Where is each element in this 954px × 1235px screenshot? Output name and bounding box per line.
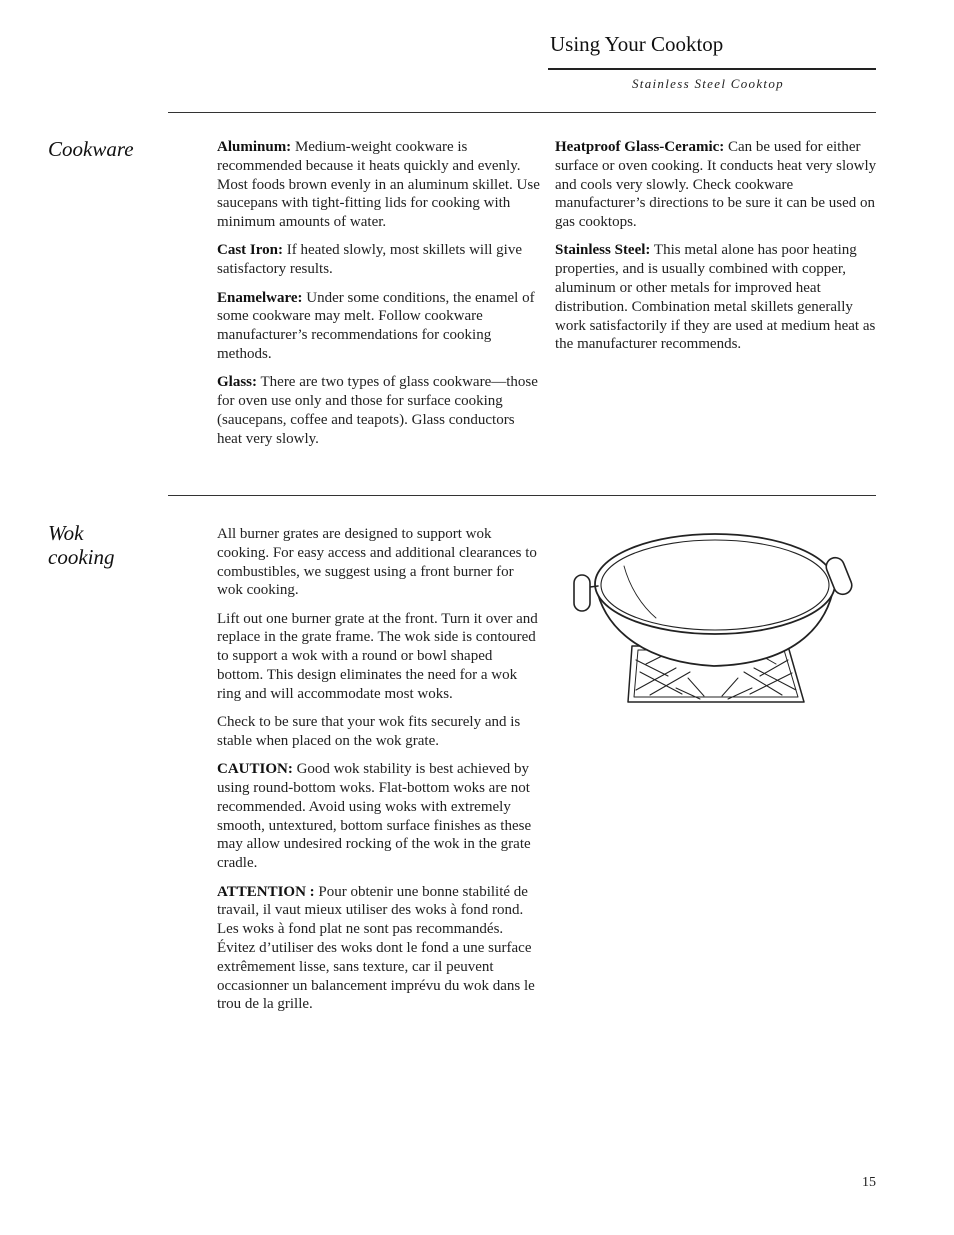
wok-paragraph-2: Lift out one burner grate at the front. Turn it over and replace in the grate frame. The wok side is contoured to support a wok with a round or bowl shaped bottom. This design eliminates the need for a wok ring and will accommodate most woks.: [217, 610, 538, 702]
term-glass: Glass:: [217, 374, 258, 391]
text-aluminum: Medium-weight cookware is recommended because it heats quickly and evenly. Most foods brown evenly in an aluminum skillet. Use saucepans with tight-fitting lids for cooking with minimum amounts of water.: [217, 139, 540, 231]
attention-label: ATTENTION :: [217, 883, 315, 900]
cookware-aluminum-paragraph: [217, 138, 541, 232]
cookware-glass-paragraph: [217, 373, 541, 448]
term-stainless-steel: Stainless Steel:: [555, 242, 651, 259]
section-divider-middle: [168, 495, 876, 496]
wok-column: [217, 525, 541, 1024]
page-header-title: Using Your Cooktop: [550, 32, 724, 56]
term-enamelware: Enamelware:: [217, 289, 303, 306]
cookware-column-right: [555, 138, 879, 364]
wok-title-line-1: Wok: [48, 521, 84, 545]
caution-text: Good wok stability is best achieved by using round-bottom woks. Flat-bottom woks are not recommended. Avoid using woks with extremely smooth, untextured, bottom surface finishes as these may allow undesired rocking of the wok in the grate cradle.: [217, 761, 532, 872]
section-title-wok-cooking: [48, 521, 114, 569]
cookware-glass-ceramic-paragraph: [555, 138, 879, 232]
term-aluminum: Aluminum:: [217, 139, 292, 155]
page-header-subtitle: Stainless Steel Cooktop: [632, 76, 784, 91]
header-divider: [548, 68, 876, 70]
wok-caution-paragraph: [217, 760, 541, 873]
wok-paragraph-3: Check to be sure that your wok fits securely and is stable when placed on the wok grate.: [217, 714, 521, 749]
section-divider-top: [168, 112, 876, 113]
cookware-stainless-steel-paragraph: [555, 241, 879, 354]
wok-title-line-2: cooking: [48, 545, 115, 569]
cookware-column-left: [217, 138, 541, 458]
caution-label: CAUTION:: [217, 761, 293, 778]
cookware-enamelware-paragraph: [217, 289, 541, 364]
wok-attention-paragraph: [217, 883, 541, 1015]
text-enamelware: Under some conditions, the enamel of some cookware may melt. Follow cookware manufacturer’s recommendations for cooking methods.: [217, 289, 535, 362]
wok-paragraph-1: All burner grates are designed to support wok cooking. For easy access and additional clearances to combustibles, we suggest using a front burner for wok cooking.: [217, 526, 537, 599]
text-glass: There are two types of glass cookware—those for oven use only and those for surface cooking (saucepans, coffee and teapots). Glass conductors heat very slowly.: [217, 374, 538, 447]
text-cast-iron: If heated slowly, most skillets will give satisfactory results.: [217, 242, 522, 278]
wok-on-grate-illustration: [566, 526, 862, 706]
term-cast-iron: Cast Iron:: [217, 242, 283, 259]
page-number: 15: [862, 1175, 876, 1190]
attention-text: Pour obtenir une bonne stabilité de travail, il vaut mieux utiliser des woks à fond rond. Les woks à fond plat ne sont pas recommandés. Évitez d’utiliser des woks dont le fond a une surface extrêmement lisse, sans texture, car il peuvent occasionner un balancement imprévu du wok dans le trou de la grille.: [217, 883, 535, 1013]
section-title-cookware: Cookware: [48, 137, 134, 161]
term-glass-ceramic: Heatproof Glass-Ceramic:: [555, 139, 725, 155]
text-stainless-steel: This metal alone has poor heating properties, and is usually combined with copper, aluminum or other metals for improved heat distribution. Combination metal skillets generally work satisfactorily if they are used at medium heat as the manufacturer recommends.: [555, 242, 876, 353]
cookware-cast-iron-paragraph: [217, 241, 541, 279]
text-glass-ceramic: Can be used for either surface or oven cooking. It conducts heat very slowly and cools very slowly. Check cookware manufacturer’s directions to be sure it can be used on gas cooktops.: [555, 139, 877, 231]
